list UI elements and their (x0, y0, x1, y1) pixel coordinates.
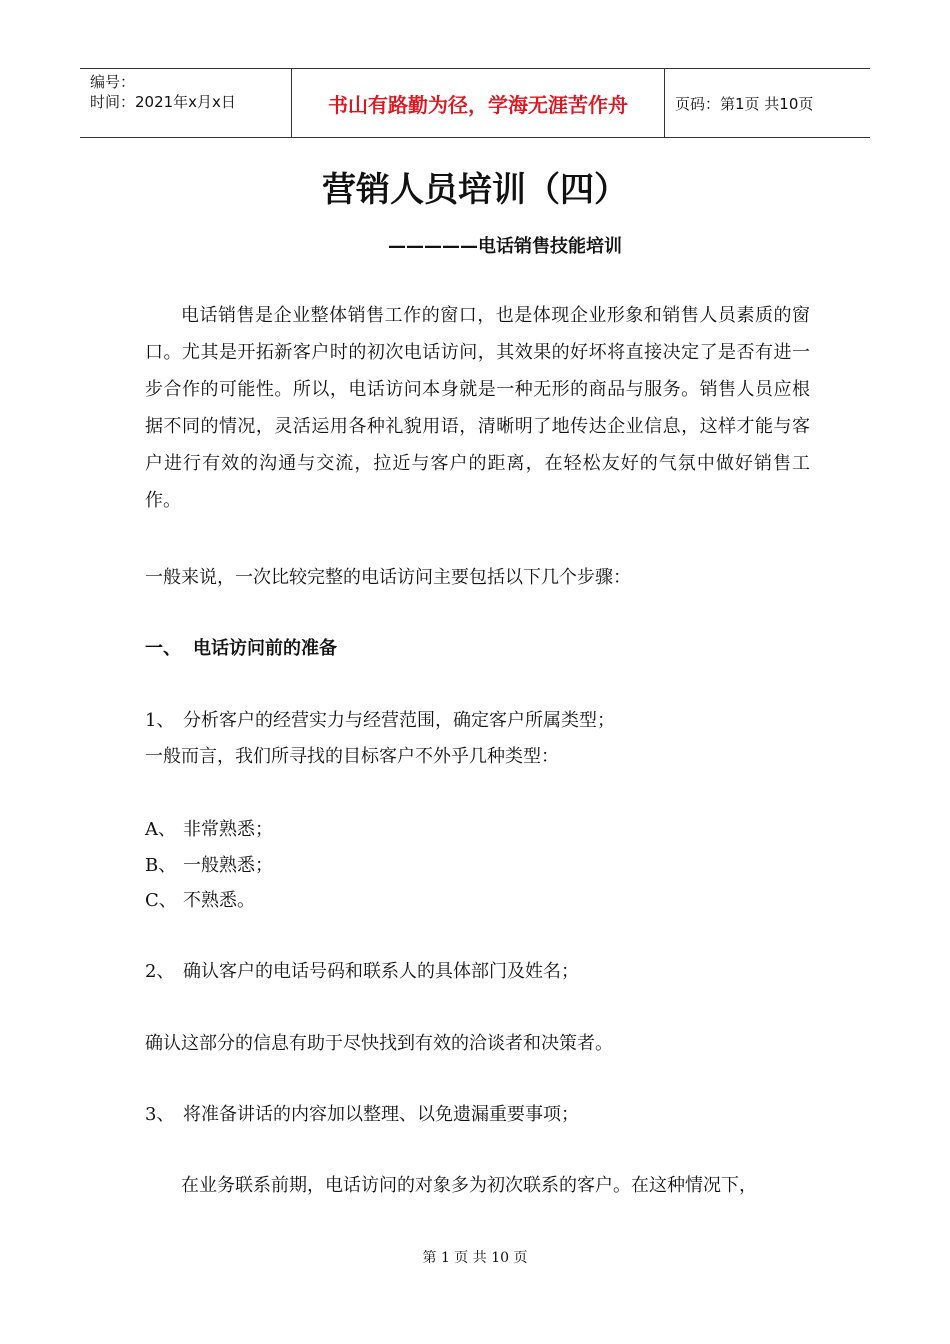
document-title: 营销人员培训（四） (322, 170, 628, 210)
list-item (145, 706, 615, 732)
list-item (145, 957, 579, 983)
header-meta (80, 69, 292, 137)
item-note: 一般而言，我们所寻找的目标客户不外乎几种类型： (145, 746, 559, 767)
section-marker: 一、 (145, 638, 181, 659)
item-paragraph: 在业务联系前期，电话访问的对象多为初次联系的客户。在这种情况下， (181, 1175, 757, 1196)
item-text: 分析客户的经营实力与经营范围，确定客户所属类型； (183, 710, 615, 731)
type-item (145, 815, 273, 841)
item-note: 确认这部分的信息有助于尽快找到有效的洽谈者和决策者。 (145, 1033, 613, 1054)
list-item (145, 1100, 579, 1126)
type-marker: B、 (145, 855, 177, 876)
item-text: 确认客户的电话号码和联系人的具体部门及姓名； (183, 961, 579, 982)
item-marker: 3、 (145, 1104, 175, 1125)
steps-intro: 一般来说，一次比较完整的电话访问主要包括以下几个步骤： (145, 567, 631, 588)
section-heading (145, 634, 337, 660)
document-subtitle: —————电话销售技能培训 (388, 236, 622, 257)
page-footer: 第 1 页 共 10 页 (422, 1250, 528, 1266)
type-text: 非常熟悉； (183, 819, 273, 840)
intro-paragraph: 电话销售是企业整体销售工作的窗口，也是体现企业形象和销售人员素质的窗口。尤其是开拓新客户时的初次电话访问，其效果的好坏将直接决定了是否有进一步合作的可能性。所以，电话访问本身就是一种无形的商品与服务。销售人员应根据不同的情况，灵活运用各种礼貌用语，清晰明了地传达企业信息，这样才能与客户进行有效的沟通与交流，拉近与客户的距离，在轻松友好的气氛中做好销售工作。 (145, 305, 810, 511)
type-text: 一般熟悉； (183, 855, 273, 876)
item-marker: 1、 (145, 710, 175, 731)
header-motto: 书山有路勤为径，学海无涯苦作舟 (292, 69, 665, 137)
section-title: 电话访问前的准备 (193, 638, 337, 659)
type-item (145, 851, 273, 877)
header-page-info: 页码：第1页 共10页 (675, 94, 814, 113)
type-item (145, 886, 255, 912)
intro-paragraph-block (145, 297, 810, 519)
date-line: 时间：2021年x月x日 (90, 93, 236, 111)
type-marker: A、 (145, 819, 176, 840)
type-text: 不熟悉。 (183, 890, 255, 911)
type-marker: C、 (145, 890, 177, 911)
page-header (80, 68, 870, 138)
number-label: 编号： (90, 73, 136, 91)
item-text: 将准备讲话的内容加以整理、以免遗漏重要事项； (183, 1104, 579, 1125)
item-marker: 2、 (145, 961, 175, 982)
